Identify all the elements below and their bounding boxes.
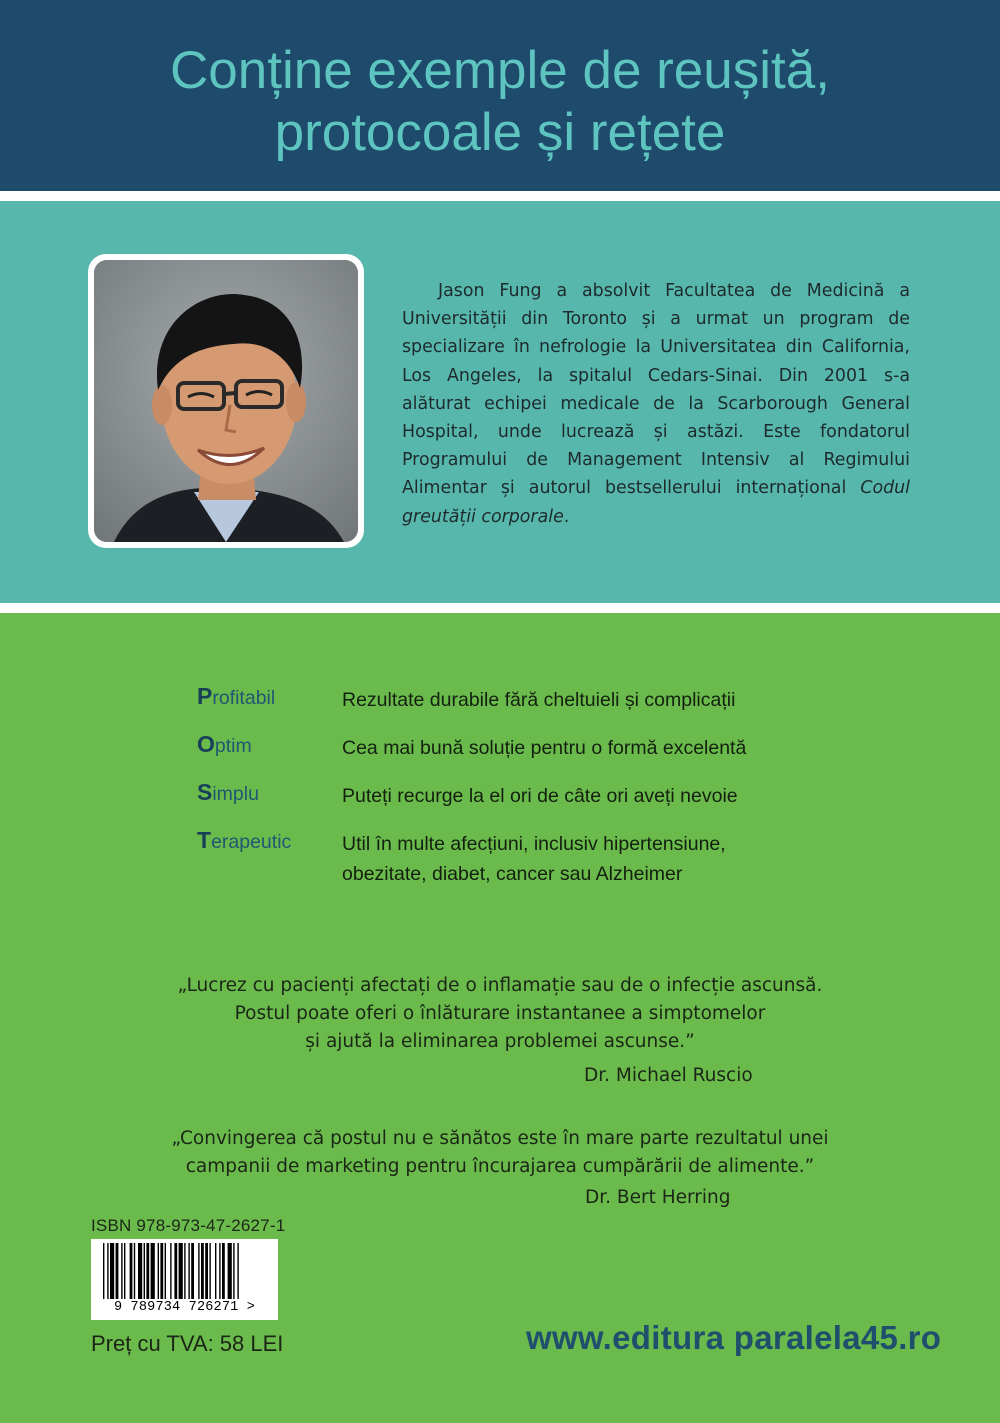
author-bio (402, 277, 910, 531)
post-keyword (197, 827, 337, 854)
barcode-bar (116, 1243, 119, 1299)
barcode-bar (219, 1243, 220, 1299)
quote-line: „Lucrez cu pacienți afectați de o inflamație sau de o infecție ascunsă. (177, 975, 823, 996)
quote-line: „Convingerea că postul nu e sănătos este în mare parte rezultatul unei (171, 1128, 829, 1149)
post-description: Puteți recurge la el ori de câte ori aveți nevoie (342, 785, 738, 807)
barcode-bar (107, 1243, 108, 1299)
author-photo-frame (88, 254, 364, 548)
post-initial: T (197, 827, 212, 853)
barcode-bar (174, 1243, 177, 1299)
barcode-bar (160, 1243, 163, 1299)
quote-herring (0, 1125, 1000, 1181)
post-description: Cea mai bună soluție pentru o formă excelentă (342, 737, 747, 759)
post-initial: P (197, 683, 213, 709)
author-portrait-illustration (94, 260, 358, 542)
post-keyword-rest: erapeutic (211, 831, 292, 853)
barcode-bar (103, 1243, 104, 1299)
barcode-bar (138, 1243, 142, 1299)
barcode-bar (110, 1243, 114, 1299)
barcode-bar (198, 1243, 199, 1299)
barcode-bar (146, 1243, 149, 1299)
barcode-bar (228, 1243, 232, 1299)
author-bio-text: Jason Fung a absolvit Facultatea de Medicină a Universității din Toronto și a urmat un program de specializare în nefrologie la Universitatea din California, Los Angeles, la spitalul Cedars-Sinai. Din 2001 s-a alăturat echipei medicale de la Scarborough General Hospital, unde lucrează și astăzi. Este fondatorul Programului de Management Intensiv al Regimului Alimentar și autorul bestsellerului internațional (402, 281, 910, 499)
price-label: Preț cu TVA: 58 LEI (91, 1331, 284, 1356)
barcode-bar (165, 1243, 166, 1299)
barcode-bar (209, 1243, 210, 1299)
author-bio-end: . (563, 506, 570, 527)
barcode-bar (191, 1243, 194, 1299)
post-initial: O (197, 731, 215, 757)
post-keyword-rest: rofitabil (212, 687, 276, 709)
cover-headline (0, 40, 1000, 164)
post-keyword-rest: ptim (214, 735, 252, 757)
barcode-bar (134, 1243, 135, 1299)
post-description: Rezultate durabile fără cheltuieli și complicații (342, 689, 736, 711)
author-book-title: Codul greutății corporale (402, 478, 910, 527)
post-keyword (197, 683, 337, 710)
isbn-label: ISBN 978-973-47-2627-1 (91, 1216, 286, 1235)
barcode-bar (205, 1243, 208, 1299)
barcode-bar (130, 1243, 133, 1299)
quote-line: Postul poate oferi o înlăturare instantanee a simptomelor (234, 1003, 766, 1024)
author-photo (94, 260, 358, 542)
barcode-bar (222, 1243, 225, 1299)
barcode-bar (124, 1243, 125, 1299)
quote-author-herring: Dr. Bert Herring (585, 1187, 731, 1208)
barcode-bar (151, 1243, 155, 1299)
barcode-bar (158, 1243, 159, 1299)
barcode-bar (170, 1243, 171, 1299)
quote-author-ruscio: Dr. Michael Ruscio (584, 1065, 753, 1086)
post-initial: S (197, 779, 213, 805)
post-keyword (197, 731, 337, 758)
barcode-bar (188, 1243, 189, 1299)
barcode-bars (91, 1239, 278, 1301)
post-keyword (197, 779, 337, 806)
barcode-bar (201, 1243, 204, 1299)
headline-line-2: protocoale și rețete (274, 103, 726, 162)
headline-line-1: Conține exemple de reușită, (170, 41, 830, 100)
barcode-bar (237, 1243, 238, 1299)
barcode-digits: 9 789734 726271 > (113, 1300, 256, 1315)
quote-ruscio (0, 972, 1000, 1056)
barcode-bar (121, 1243, 122, 1299)
quote-line: și ajută la eliminarea problemei ascunse.” (305, 1031, 695, 1052)
barcode-bar (179, 1243, 183, 1299)
barcode-bar (184, 1243, 185, 1299)
barcode-bar (144, 1243, 145, 1299)
quote-line: campanii de marketing pentru încurajarea cumpărării de alimente.” (185, 1156, 815, 1177)
barcode-bar (233, 1243, 234, 1299)
post-keyword-rest: implu (212, 783, 259, 805)
post-description: Util în multe afecțiuni, inclusiv hipertensiune, obezitate, diabet, cancer sau Alzheimer (342, 833, 726, 885)
barcode (91, 1239, 278, 1320)
barcode-bar (215, 1243, 216, 1299)
publisher-website: www.editura paralela45.ro (526, 1319, 942, 1356)
